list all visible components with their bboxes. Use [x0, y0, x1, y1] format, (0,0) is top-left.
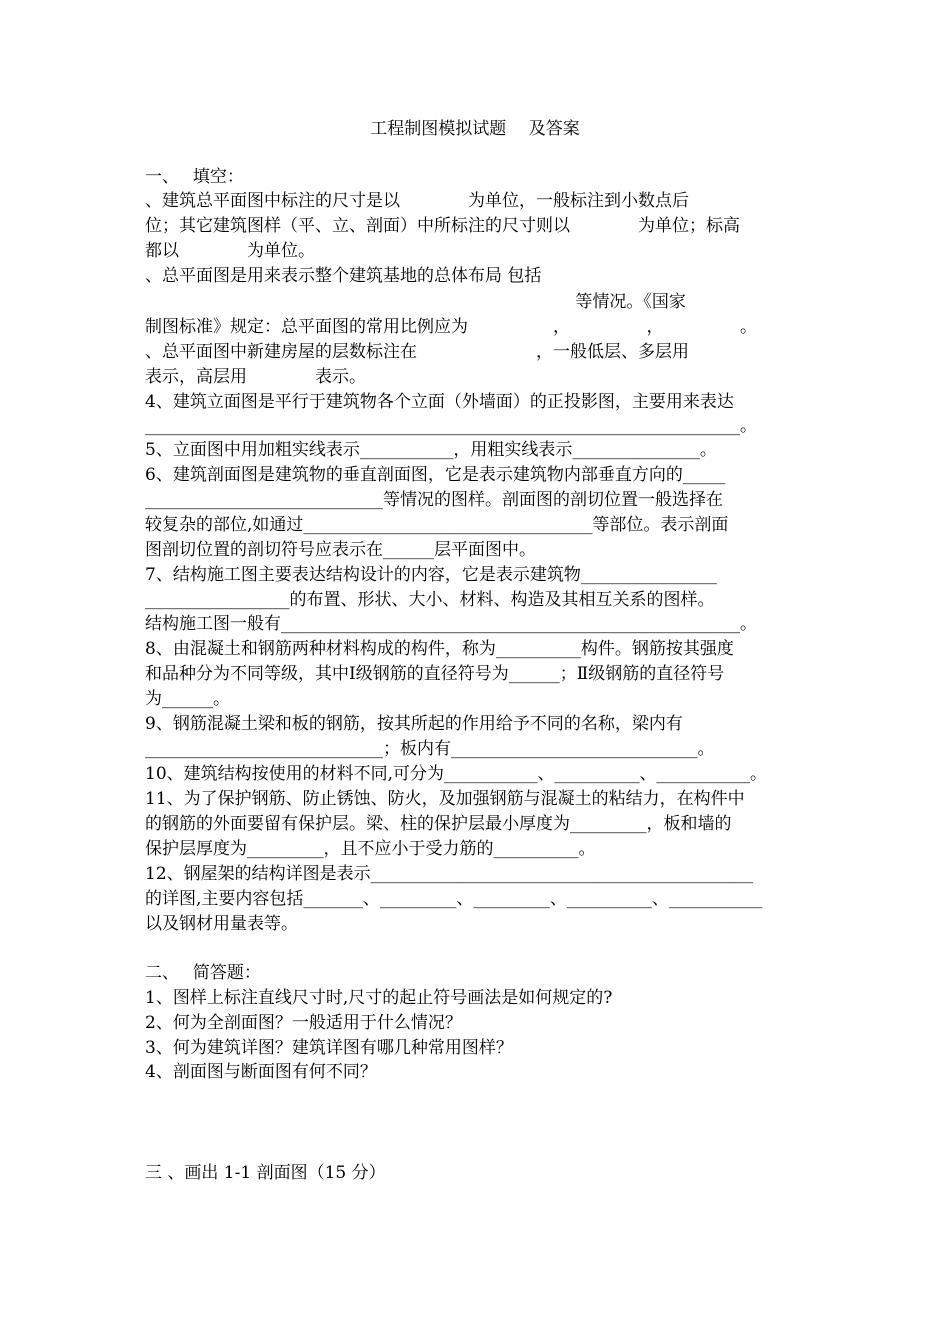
section3-heading: 三 、画出 1-1 剖面图（15 分）	[145, 1163, 386, 1183]
fill-line: 12、钢屋架的结构详图是表示_____________________________________________	[145, 864, 754, 884]
fill-line: 11、为了保护钢筋、防止锈蚀、防火，及加强钢筋与混凝土的粘结力，在构件中	[145, 789, 745, 809]
fill-line: 8、由混凝土和钢筋两种材料构成的构件，称为__________构件。钢筋按其强度	[145, 639, 734, 659]
fill-line: 结构施工图一般有______________________________________________________。	[145, 614, 757, 634]
fill-line: 为______。	[145, 689, 230, 709]
fill-line: 4、建筑立面图是平行于建筑物各个立面（外墙面）的正投影图，主要用来表达	[145, 392, 734, 412]
fill-line: 表示，高层用 表示。	[145, 367, 366, 387]
fill-line: 6、建筑剖面图是建筑物的垂直剖面图，它是表示建筑物内部垂直方向的_____	[145, 465, 726, 485]
question-line: 3、何为建筑详图？建筑详图有哪几种常用图样？	[145, 1038, 513, 1058]
fill-line: 图剖切位置的剖切符号应表示在______层平面图中。	[145, 540, 536, 560]
section1-heading: 一、 填空：	[145, 167, 244, 187]
fill-line: 的详图,主要内容包括_______、_________、_________、__________、___________	[145, 889, 763, 909]
fill-line: 、总平面图中新建房屋的层数标注在 ，一般低层、多层用	[145, 342, 689, 362]
question-line: 1、图样上标注直线尺寸时,尺寸的起止符号画法是如何规定的?	[145, 988, 613, 1008]
fill-line: 7、结构施工图主要表达结构设计的内容，它是表示建筑物________________	[145, 565, 717, 585]
fill-line: ______________________________________________________________________。	[145, 416, 757, 436]
fill-line: 较复杂的部位,如通过__________________________________等部位。表示剖面	[145, 515, 729, 535]
fill-line: 和品种分为不同等级，其中Ⅰ级钢筋的直径符号为______；Ⅱ级钢筋的直径符号	[145, 664, 725, 684]
section2-heading: 二、 简答题：	[145, 963, 261, 983]
fill-line: 9、钢筋混凝土梁和板的钢筋，按其所起的作用给予不同的名称，梁内有	[145, 714, 683, 734]
fill-line: _________________的布置、形状、大小、材料、构造及其相互关系的图样。	[145, 590, 715, 610]
question-line: 4、剖面图与断面图有何不同？	[145, 1062, 377, 1082]
fill-line: 10、建筑结构按使用的材料不同,可分为___________、__________、___________。	[145, 764, 768, 784]
fill-line: 保护层厚度为_________，且不应小于受力筋的__________。	[145, 839, 596, 859]
page-title: 工程制图模拟试题 及答案	[370, 119, 580, 139]
fill-line: 、建筑总平面图中标注的尺寸是以 为单位，一般标注到小数点后	[145, 191, 689, 211]
fill-line: 、总平面图是用来表示整个建筑基地的总体布局 包括	[145, 266, 542, 286]
fill-line: ____________________________；板内有_____________________________。	[145, 739, 715, 759]
fill-line: 位；其它建筑图样（平、立、剖面）中所标注的尺寸则以 为单位；标高	[145, 216, 740, 236]
fill-line: 都以 为单位。	[145, 241, 315, 261]
fill-line: 等情况。《国家	[145, 292, 686, 312]
fill-line: 以及钢材用量表等。	[145, 914, 298, 934]
fill-line: 的钢筋的外面要留有保护层。梁、柱的保护层最小厚度为_________，板和墙的	[145, 814, 732, 834]
fill-line: 制图标准》规定：总平面图的常用比例应为 ， ， 。	[145, 317, 757, 337]
question-line: 2、何为全剖面图？一般适用于什么情况？	[145, 1013, 462, 1033]
fill-line: 5、立面图中用加粗实线表示___________，用粗实线表示_______________。	[145, 440, 717, 460]
fill-line: ____________________________等情况的图样。剖面图的剖切位置一般选择在	[145, 490, 723, 510]
